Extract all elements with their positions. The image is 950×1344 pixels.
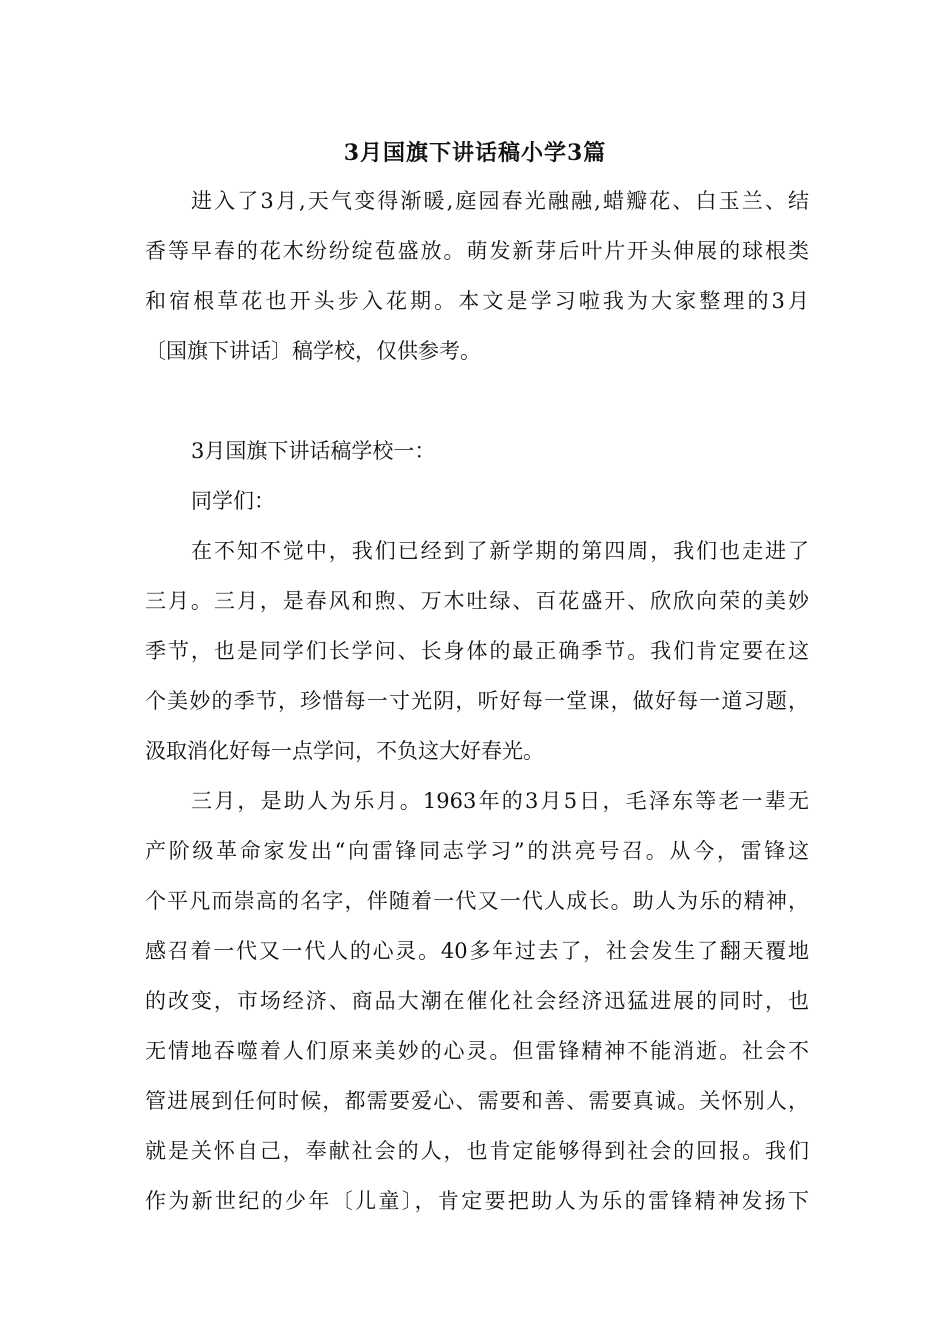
body-line-5: 汲取消化好每一点学问，不负这大好春光。 bbox=[145, 739, 544, 763]
body-line-6: 三月，是助人为乐月。1963年的3月5日，毛泽东等老一辈无 bbox=[191, 789, 809, 813]
body-line-9: 感召着一代又一代人的心灵。40多年过去了，社会发生了翻天覆地 bbox=[145, 939, 809, 963]
body-line-3: 季节，也是同学们长学问、长身体的最正确季节。我们肯定要在这 bbox=[145, 639, 809, 663]
body-line-2: 三月。三月，是春风和煦、万木吐绿、百花盛开、欣欣向荣的美妙 bbox=[145, 589, 809, 613]
body-line-13: 就是关怀自己，奉献社会的人，也肯定能够得到社会的回报。我们 bbox=[145, 1139, 809, 1163]
intro-line-4: 〔国旗下讲话〕稿学校，仅供参考。 bbox=[145, 339, 481, 363]
body-line-7: 产阶级革命家发出“向雷锋同志学习”的洪亮号召。从今，雷锋这 bbox=[145, 839, 809, 863]
body-line-1: 在不知不觉中，我们已经到了新学期的第四周，我们也走进了 bbox=[191, 539, 809, 563]
body-line-11: 无情地吞噬着人们原来美妙的心灵。但雷锋精神不能消逝。社会不 bbox=[145, 1039, 809, 1063]
salutation: 同学们： bbox=[191, 489, 275, 513]
body-line-14: 作为新世纪的少年〔儿童〕，肯定要把助人为乐的雷锋精神发扬下 bbox=[145, 1189, 809, 1213]
body-line-4: 个美妙的季节，珍惜每一寸光阴，听好每一堂课，做好每一道习题， bbox=[145, 689, 809, 713]
body-line-8: 个平凡而崇高的名字，伴随着一代又一代人成长。助人为乐的精神， bbox=[145, 889, 809, 913]
intro-line-2: 香等早春的花木纷纷绽苞盛放。萌发新芽后叶片开头伸展的球根类 bbox=[145, 239, 809, 263]
intro-line-1: 进入了3月,天气变得渐暖,庭园春光融融,蜡瓣花、白玉兰、结 bbox=[191, 189, 809, 213]
section-heading: 3月国旗下讲话稿学校一： bbox=[191, 439, 436, 463]
body-line-12: 管进展到任何时候，都需要爱心、需要和善、需要真诚。关怀别人， bbox=[145, 1089, 809, 1113]
body-line-10: 的改变，市场经济、商品大潮在催化社会经济迅猛进展的同时，也 bbox=[145, 989, 809, 1013]
document-title: 3月国旗下讲话稿小学3篇 bbox=[343, 140, 607, 166]
intro-line-3: 和宿根草花也开头步入花期。本文是学习啦我为大家整理的3月 bbox=[145, 289, 809, 313]
